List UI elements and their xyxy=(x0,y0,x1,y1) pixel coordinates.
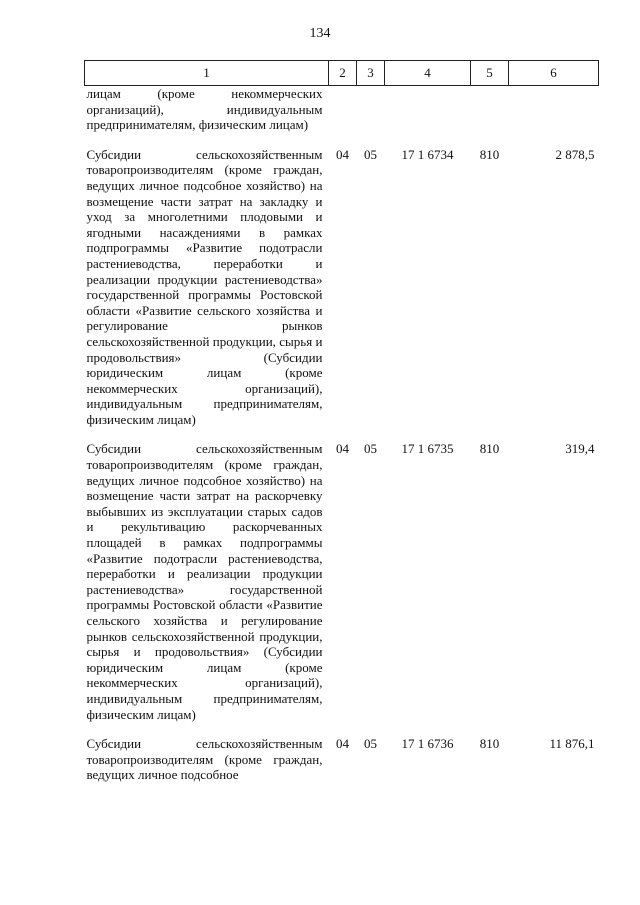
table-row xyxy=(85,133,599,428)
table-row xyxy=(85,86,599,133)
row-amount: 11 876,1 xyxy=(549,736,595,752)
row-amount: 319,4 xyxy=(565,441,595,457)
header-row xyxy=(85,61,599,86)
row-description: лицам (кроме некоммерческих организаций), индивидуальным предпринимателям, физическим лицам) xyxy=(86,86,323,133)
row-section: 04 xyxy=(336,441,349,457)
row-expense-type: 810 xyxy=(479,736,500,752)
table-row xyxy=(85,722,599,783)
row-expense-type: 810 xyxy=(479,146,500,162)
header-col-3: 3 xyxy=(357,61,385,86)
row-description: Субсидии сельскохозяйственным товаропроизводителям (кроме граждан, ведущих личное подсобное хозяйство) на возмещение части затрат на раскорчевку выбывших из эксплуатации старых садов и рекультивацию раскорчеванных площадей в рамках подпрограммы «Развитие подотрасли растениеводства, переработки и реализации продукции растениеводства» государственной программы Ростовской области «Развитие сельского хозяйства и регулирование рынков сельскохозяйственной продукции, сырья и продовольствия» (Субсидии юридическим лицам (кроме некоммерческих организаций), индивидуальным предпринимателям, физическим лицам) xyxy=(86,441,323,722)
row-expense-type: 810 xyxy=(479,441,500,457)
row-target-code: 17 1 6735 xyxy=(401,441,454,457)
row-subsection: 05 xyxy=(364,146,377,162)
header-col-1: 1 xyxy=(85,61,329,86)
row-target-code xyxy=(385,86,471,133)
row-section: 04 xyxy=(336,736,349,752)
header-col-5: 5 xyxy=(471,61,509,86)
row-subsection: 05 xyxy=(364,441,377,457)
table-row xyxy=(85,427,599,722)
header-col-2: 2 xyxy=(329,61,357,86)
header-col-6: 6 xyxy=(509,61,599,86)
row-target-code: 17 1 6736 xyxy=(401,736,454,752)
row-subsection xyxy=(357,86,385,133)
row-target-code: 17 1 6734 xyxy=(401,146,454,162)
row-expense-type xyxy=(471,86,509,133)
page-number: 134 xyxy=(309,26,331,41)
row-section: 04 xyxy=(336,146,349,162)
row-amount: 2 878,5 xyxy=(555,146,595,162)
row-description: Субсидии сельскохозяйственным товаропроизводителям (кроме граждан, ведущих личное подсобное хозяйство) на возмещение части затрат на закладку и уход за многолетними плодовыми и ягодными насаждениями в рамках подпрограммы «Развитие подотрасли растениеводства, переработки и реализации продукции растениеводства» государственной программы Ростовской области «Развитие сельского хозяйства и регулирование рынков сельскохозяйственной продукции, сырья и продовольствия» (Субсидии юридическим лицам (кроме некоммерческих организаций), индивидуальным предпринимателям, физическим лицам) xyxy=(86,146,323,427)
budget-table xyxy=(84,60,599,783)
row-description: Субсидии сельскохозяйственным товаропроизводителям (кроме граждан, ведущих личное подсобное xyxy=(86,736,323,783)
row-amount xyxy=(509,86,599,133)
row-section xyxy=(329,86,357,133)
header-col-4: 4 xyxy=(385,61,471,86)
row-subsection: 05 xyxy=(364,736,377,752)
